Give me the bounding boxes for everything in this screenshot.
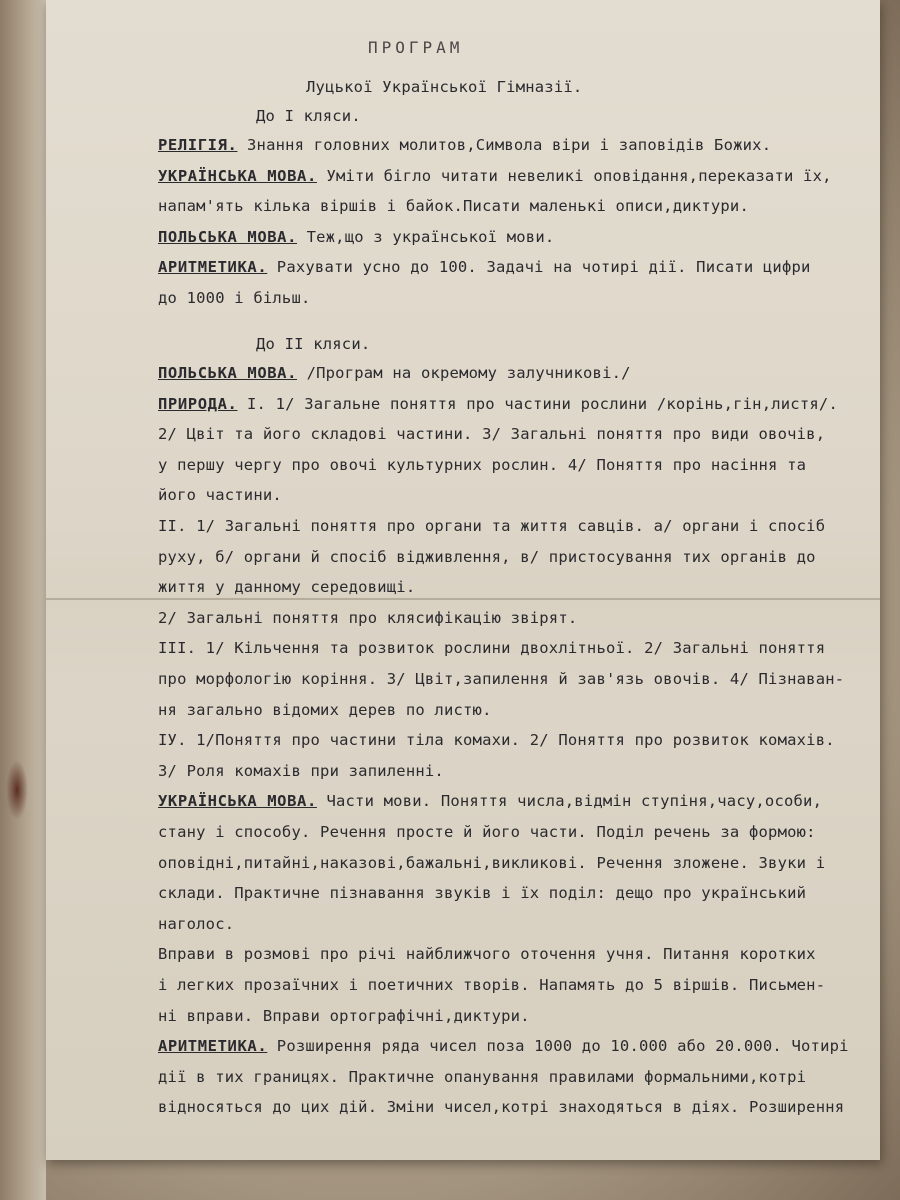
line-text: Вправи в розмові про річі найближчого оточення учня. Питання коротких bbox=[158, 945, 816, 964]
line-text: напам'ять кілька віршів і байок.Писати маленькі описи,диктури. bbox=[158, 197, 749, 215]
subject-label: АРИТМЕТИКА. bbox=[158, 258, 268, 276]
line-text: Знання головних молитов,Символа віри і заповідів Божих. bbox=[237, 136, 772, 154]
text-line bbox=[158, 578, 415, 596]
text-line bbox=[158, 486, 282, 504]
subject-label: РЕЛІГІЯ. bbox=[158, 136, 238, 154]
text-line bbox=[158, 548, 816, 566]
text-line bbox=[158, 197, 749, 215]
text-line bbox=[158, 670, 844, 688]
line-text: ня загально відомих дерев по листю. bbox=[158, 700, 492, 719]
subject-label: ПОЛЬСЬКА МОВА. bbox=[158, 364, 298, 382]
line-text: його частини. bbox=[158, 486, 282, 505]
typewritten-page bbox=[46, 0, 880, 1160]
line-text: Части мови. Поняття числа,відмін ступіня,часу,особи, bbox=[316, 792, 823, 811]
text-line bbox=[158, 289, 311, 307]
line-text: відносяться до цих дій. Зміни чисел,котрі знаходяться в діях. Розширення bbox=[158, 1098, 845, 1117]
paper-fold bbox=[46, 598, 880, 600]
line-text: наголос. bbox=[158, 914, 235, 933]
grade1-heading: До I кляси. bbox=[256, 107, 361, 125]
line-text: IУ. 1/Поняття про частини тіла комахи. 2/ Поняття про розвиток комахів. bbox=[158, 731, 835, 750]
line-text: Рахувати усно до 100. Задачі на чотирі дії. Писати цифри bbox=[267, 258, 811, 276]
line-text: ні вправи. Вправи ортографічні,диктури. bbox=[158, 1006, 530, 1025]
text-line bbox=[158, 258, 811, 276]
text-line bbox=[158, 823, 816, 841]
line-text: I. 1/ Загальне поняття про частини рослини /корінь,гін,листя/. bbox=[237, 394, 838, 413]
text-line bbox=[158, 976, 825, 994]
document-subtitle: Луцької Української Гімназії. bbox=[306, 78, 583, 96]
subject-label: АРИТМЕТИКА. bbox=[158, 1037, 268, 1056]
line-text: і легких прозаїчних і поетичних творів. Напамять до 5 віршів. Письмен- bbox=[158, 976, 826, 994]
wax-seal-stain bbox=[6, 760, 28, 820]
text-line bbox=[158, 456, 806, 474]
line-text: оповідні,питайні,наказові,бажальні,викликові. Речення зложене. Звуки і bbox=[158, 853, 826, 872]
text-line bbox=[158, 425, 825, 443]
text-line bbox=[158, 792, 822, 810]
line-text: II. 1/ Загальні поняття про органи та життя савців. а/ органи і спосіб bbox=[158, 517, 826, 535]
subject-label: УКРАЇНСЬКА МОВА. bbox=[158, 166, 317, 185]
text-line bbox=[158, 609, 577, 627]
text-line bbox=[158, 167, 832, 185]
subject-label: УКРАЇНСЬКА МОВА. bbox=[158, 792, 317, 811]
text-line bbox=[158, 915, 234, 933]
text-line bbox=[158, 762, 444, 780]
grade2-heading: До II кляси. bbox=[256, 335, 371, 353]
text-line bbox=[158, 136, 771, 154]
text-line bbox=[158, 395, 838, 413]
text-line bbox=[158, 701, 492, 719]
text-line bbox=[158, 1037, 849, 1055]
line-text: до 1000 і більш. bbox=[158, 288, 311, 307]
line-text: склади. Практичне пізнавання звуків і їх поділ: дещо про український bbox=[158, 884, 807, 903]
text-line bbox=[158, 364, 631, 382]
text-line bbox=[158, 639, 825, 657]
text-line bbox=[158, 1007, 530, 1025]
line-text: про морфологію коріння. 3/ Цвіт,запилення й зав'язь овочів. 4/ Пізнаван- bbox=[158, 670, 845, 688]
subject-label: ПОЛЬСЬКА МОВА. bbox=[158, 227, 298, 246]
line-text: Уміти бігло читати невеликі оповідання,переказати їх, bbox=[316, 166, 832, 185]
line-text: життя у данному середовищі. bbox=[158, 578, 416, 597]
document-title: ПРОГРАМ bbox=[368, 38, 464, 57]
line-text: 3/ Роля комахів при запиленні. bbox=[158, 761, 444, 780]
line-text: 2/ Цвіт та його складові частини. 3/ Загальні поняття про види овочів, bbox=[158, 425, 826, 444]
text-line bbox=[158, 854, 825, 872]
text-line bbox=[158, 884, 806, 902]
line-text: руху, б/ органи й спосіб відживлення, в/ пристосування тих органів до bbox=[158, 547, 816, 566]
subject-label: ПРИРОДА. bbox=[158, 394, 238, 413]
line-text: у першу чергу про овочі культурних рослин. 4/ Поняття про насіння та bbox=[158, 455, 807, 474]
text-line bbox=[158, 517, 825, 535]
text-line bbox=[158, 731, 835, 749]
text-line bbox=[158, 228, 554, 246]
line-text: /Програм на окремому залучникові./ bbox=[297, 364, 631, 382]
text-line bbox=[158, 1098, 844, 1116]
line-text: Розширення ряда чисел поза 1000 до 10.000 або 20.000. Чотирі bbox=[267, 1037, 849, 1056]
line-text: Теж,що з української мови. bbox=[297, 227, 555, 246]
line-text: 2/ Загальні поняття про клясифікацію звірят. bbox=[158, 608, 578, 627]
left-binding-edge bbox=[0, 0, 46, 1200]
line-text: стану і способу. Речення просте й його части. Поділ речень за формою: bbox=[158, 823, 816, 841]
line-text: дії в тих границях. Практичне опанування правилами формальними,котрі bbox=[158, 1067, 807, 1086]
text-line bbox=[158, 1068, 806, 1086]
line-text: III. 1/ Кільчення та розвиток рослини двохлітньої. 2/ Загальні поняття bbox=[158, 639, 826, 658]
text-line bbox=[158, 945, 816, 963]
